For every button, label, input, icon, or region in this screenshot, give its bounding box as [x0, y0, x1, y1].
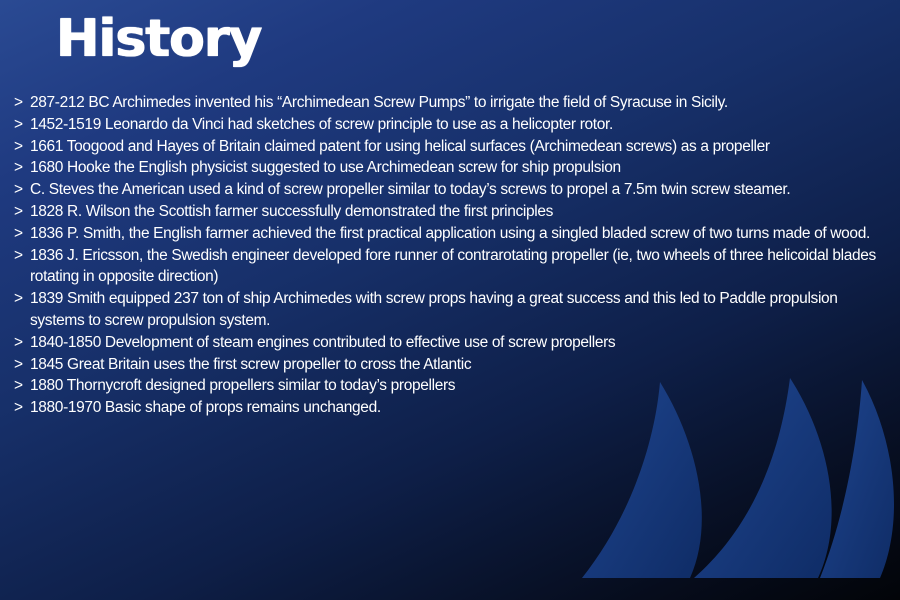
list-item-text: 287-212 BC Archimedes invented his “Archimedean Screw Pumps” to irrigate the field of Syracuse in Sicily.: [30, 94, 728, 111]
list-item: [14, 179, 894, 201]
bullet-marker: >: [14, 246, 23, 264]
bullet-marker: >: [14, 355, 23, 373]
list-item: [14, 92, 894, 114]
list-item: [14, 157, 894, 179]
list-item-text: 1661 Toogood and Hayes of Britain claimed patent for using helical surfaces (Archimedean screws) as a propeller: [30, 137, 770, 155]
bullet-marker: >: [14, 224, 23, 242]
list-item-text: 1845 Great Britain uses the first screw propeller to cross the Atlantic: [30, 355, 472, 373]
bullet-marker: >: [14, 399, 23, 417]
history-list: [14, 92, 894, 419]
list-item-text: 1880 Thornycroft designed propellers similar to today’s propellers: [30, 377, 456, 395]
list-item-text: 1836 J. Ericsson, the Swedish engineer developed fore runner of contrarotating propeller (ie, two wheels of three helicoidal blades rotating in opposite direction): [30, 246, 876, 286]
slide-title: History: [56, 9, 262, 69]
bullet-marker: >: [14, 181, 23, 199]
list-item: [14, 288, 894, 332]
bullet-marker: >: [14, 377, 23, 395]
bullet-marker: >: [14, 159, 23, 177]
bullet-marker: >: [14, 202, 23, 220]
list-item: [14, 397, 894, 419]
list-item-text: 1836 P. Smith, the English farmer achieved the first practical application using a singled bladed screw of two turns made of wood.: [30, 224, 870, 242]
list-item-text: 1880-1970 Basic shape of props remains unchanged.: [30, 399, 381, 417]
list-item: [14, 354, 894, 376]
list-item: [14, 223, 894, 245]
bullet-marker: >: [14, 290, 23, 308]
list-item-text: 1839 Smith equipped 237 ton of ship Archimedes with screw props having a great success and this led to Paddle propulsion systems to screw propulsion system.: [30, 290, 838, 329]
bullet-marker: >: [14, 115, 23, 133]
list-item: [14, 201, 894, 223]
bullet-marker: >: [14, 94, 23, 111]
list-item: [14, 114, 894, 136]
list-item: [14, 245, 894, 289]
bullet-marker: >: [14, 333, 23, 351]
list-item-text: 1828 R. Wilson the Scottish farmer successfully demonstrated the first principles: [30, 202, 553, 220]
list-item: [14, 332, 894, 354]
list-item-text: 1680 Hooke the English physicist suggested to use Archimedean screw for ship propulsion: [30, 159, 621, 177]
list-item-text: 1840-1850 Development of steam engines contributed to effective use of screw propellers: [30, 333, 616, 351]
list-item: [14, 375, 894, 397]
bullet-marker: >: [14, 137, 23, 155]
list-item-text: 1452-1519 Leonardo da Vinci had sketches of screw principle to use as a helicopter rotor.: [30, 115, 613, 133]
list-item: [14, 136, 894, 158]
list-item-text: C. Steves the American used a kind of screw propeller similar to today’s screws to propel a 7.5m twin screw steamer.: [30, 181, 791, 199]
